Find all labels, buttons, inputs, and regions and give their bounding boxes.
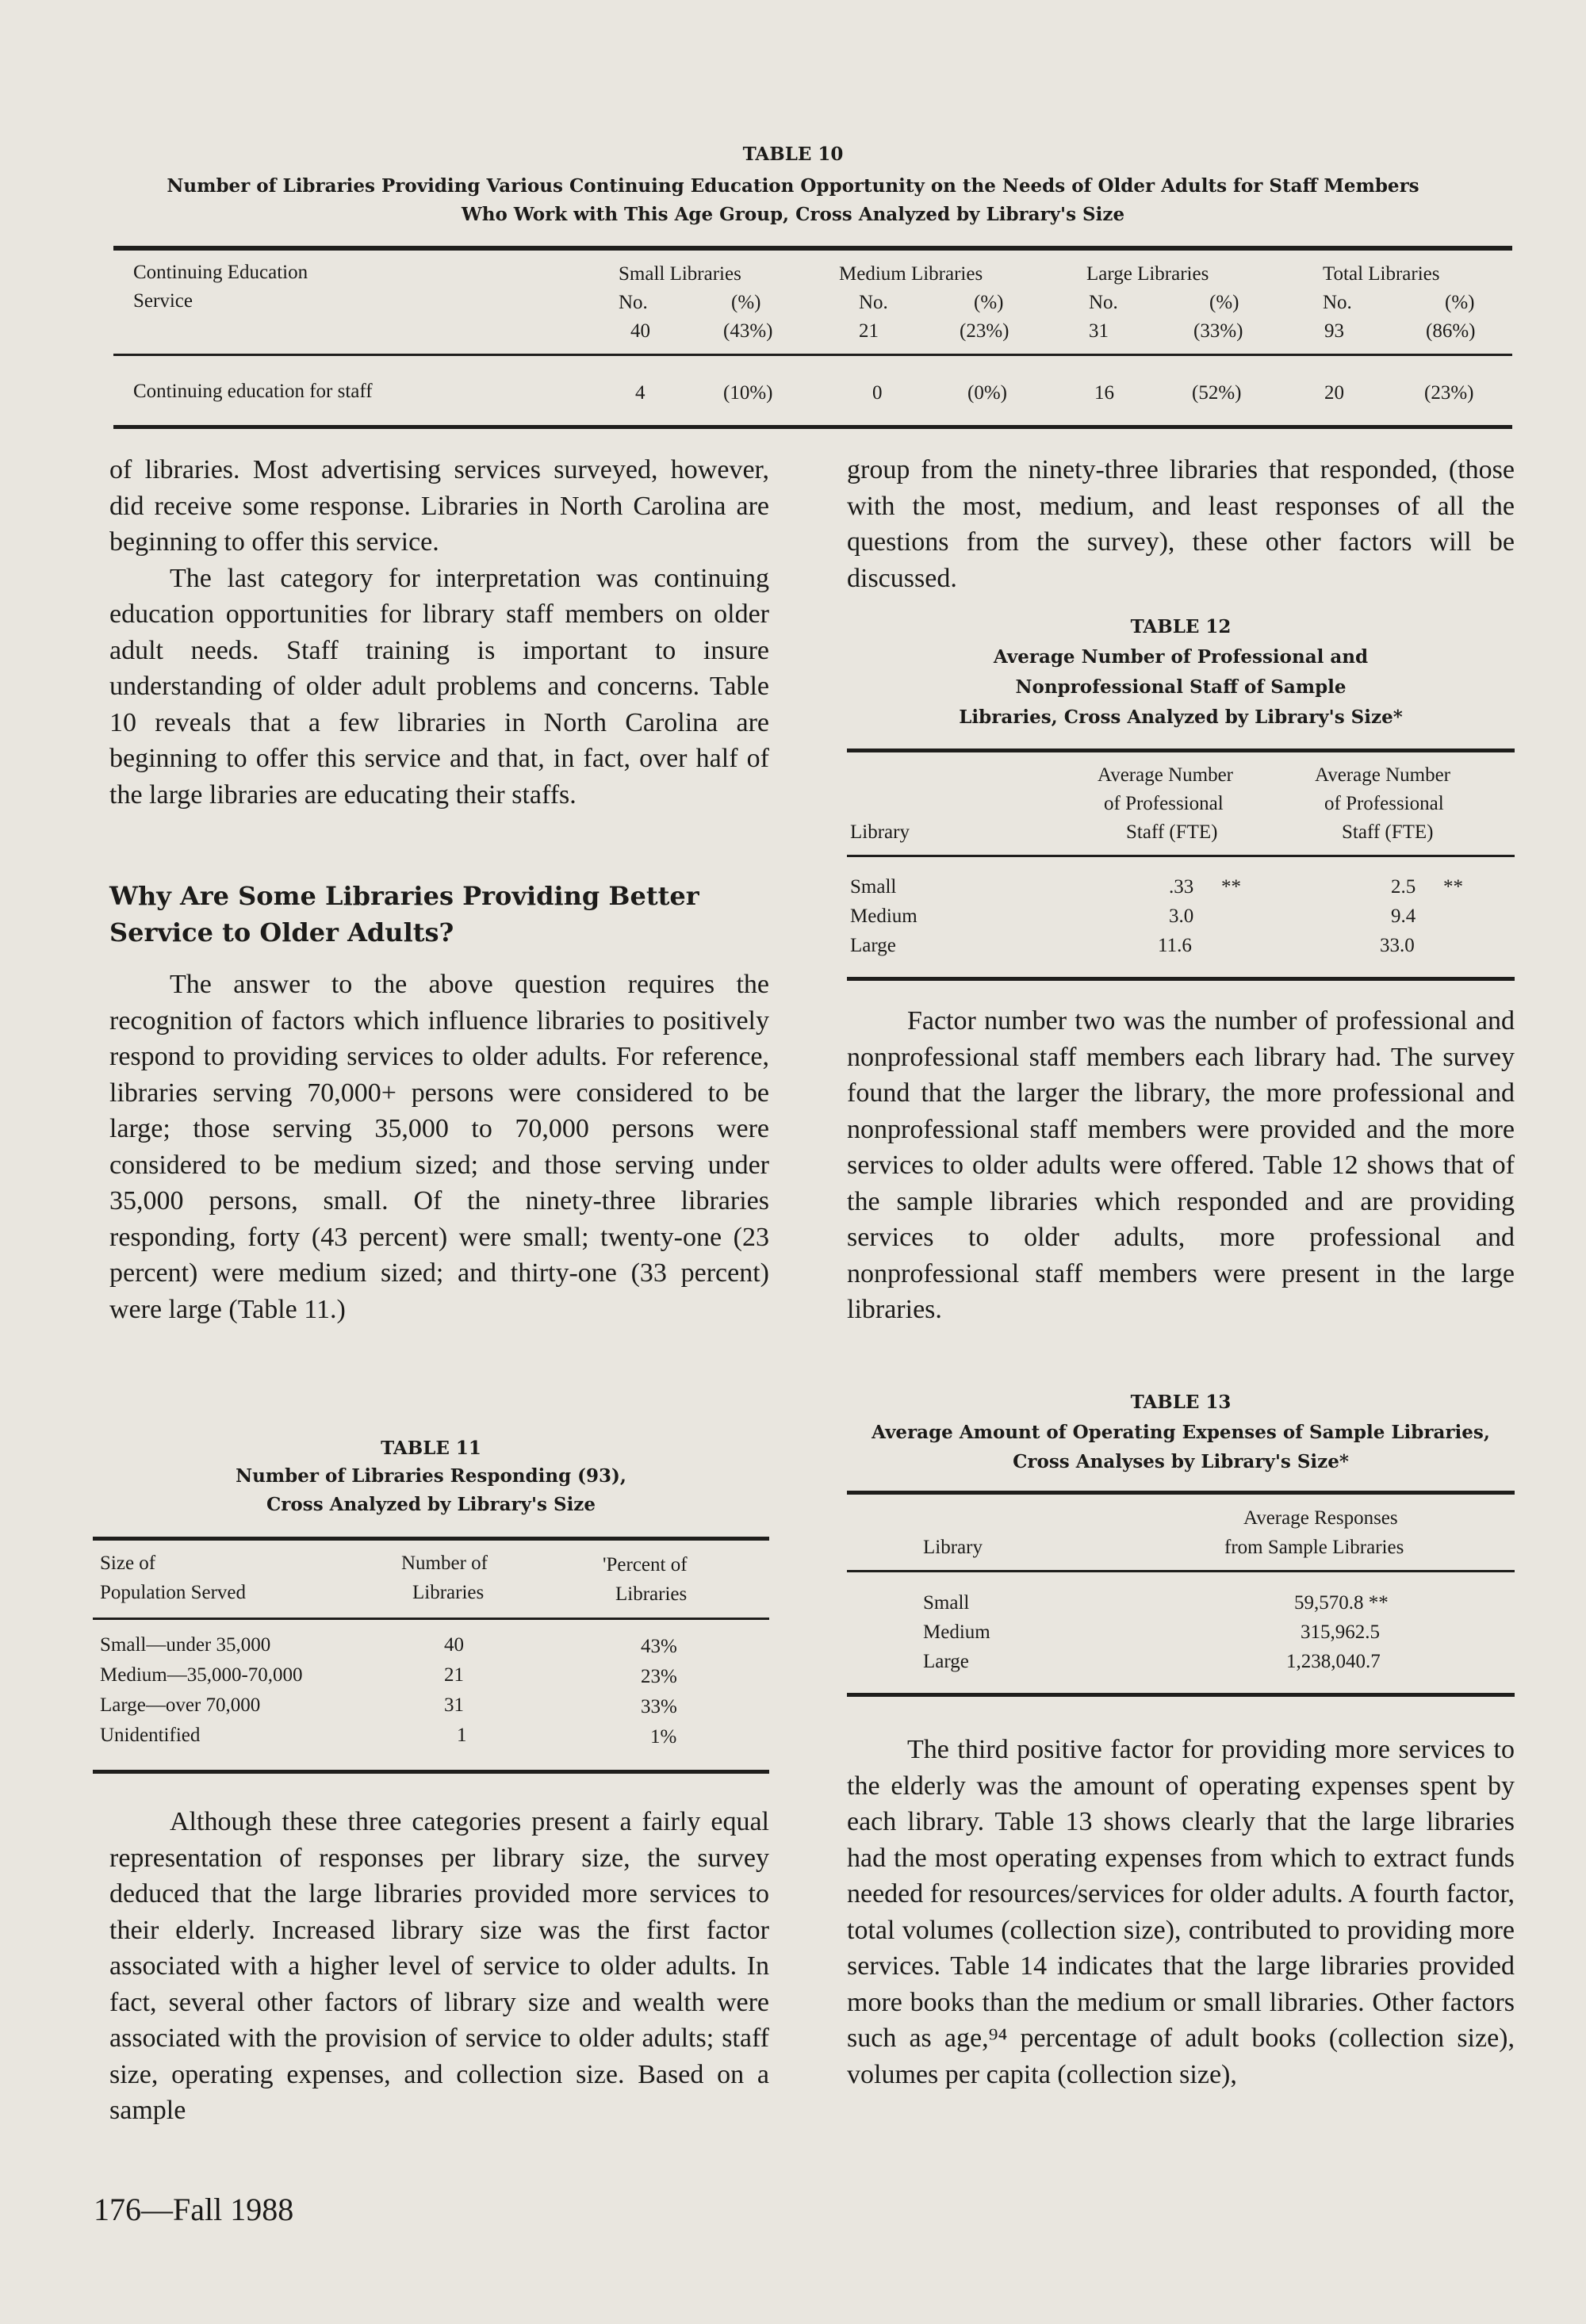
table12-h-nonprof-3: Staff (FTE) bbox=[1342, 821, 1434, 843]
table12-h-library: Library bbox=[850, 821, 910, 843]
table11-h-number-2: Libraries bbox=[412, 1582, 485, 1603]
table12-row-medium-prof: 3.0 bbox=[1169, 905, 1194, 927]
table13-row-medium-lib: Medium bbox=[923, 1621, 990, 1643]
table10-total-pct-label: (%) bbox=[1445, 292, 1475, 313]
table11-mid-rule bbox=[93, 1618, 769, 1620]
table10-large-pct-label: (%) bbox=[1209, 292, 1239, 313]
table12-row-small-lib: Small bbox=[850, 876, 897, 898]
table10-bottom-rule bbox=[113, 425, 1512, 429]
table10-total-no-label: No. bbox=[1323, 292, 1352, 313]
table10-row-label: Continuing education for staff bbox=[133, 381, 373, 402]
table11-h-size-1: Size of bbox=[100, 1553, 156, 1574]
table11-h-percent-2: Libraries bbox=[615, 1583, 688, 1605]
table12-title-line2: Nonprofessional Staff of Sample bbox=[1015, 676, 1347, 698]
table12-row-small-prof: .33 bbox=[1169, 876, 1194, 898]
table12-top-rule bbox=[847, 749, 1515, 752]
table12-row-large-prof: 11.6 bbox=[1158, 935, 1192, 956]
table11-row-medium-size: Medium—35,000-70,000 bbox=[100, 1664, 303, 1686]
right-paragraph-3: The third positive factor for providing more services to the elderly was the amount of operating expenses spent by each library. Table 13 shows clearly that the large libraries had the most operating expenses from which to extract funds needed for resources/services for older adults. A fourth factor, total volumes (collection size), contributed to providing more services. Table 14 indicates that the large libraries provided more books than the medium or small libraries. Other factors such as age,⁹⁴ percentage of adult books (collection size), volumes per capita (collection size), bbox=[847, 1735, 1515, 2089]
table13-row-large-val: 1,238,040.7 bbox=[1286, 1651, 1381, 1672]
right-paragraph-2: Factor number two was the number of professional and nonprofessional staff members each library had. The survey found that the larger the library, the more professional and nonprofessional staff members were provided and the more services to older adults were offered. Table 12 shows that of the sample libraries which responded and are providing services to older adults, more professional and nonprofessional staff members were present in the large libraries. bbox=[847, 1006, 1515, 1324]
table11-row-medium-pct: 23% bbox=[641, 1666, 677, 1687]
table10-row-small-no: 4 bbox=[635, 382, 646, 404]
table13-label: TABLE 13 bbox=[1130, 1392, 1232, 1413]
table11-row-small-num: 40 bbox=[444, 1634, 464, 1656]
table11-h-size-2: Population Served bbox=[100, 1582, 247, 1603]
table12-row-medium-nonprof: 9.4 bbox=[1391, 905, 1416, 927]
table10-group-total: Total Libraries bbox=[1323, 263, 1440, 285]
table13-row-large-lib: Large bbox=[923, 1651, 969, 1672]
table10-col-service-2: Service bbox=[133, 290, 193, 312]
left-paragraph-4: Although these three categories present a fairly equal representation of responses per library size, the survey deduced that the large libraries provided more services to their elderly. Increased library size was the first factor associated with a higher level of service to older adults. In fact, several other factors of library size and wealth were associated with the provision of service to older adults; staff size, operating expenses, and collection size. Based on a sample bbox=[109, 1807, 769, 2125]
table10-col-service-1: Continuing Education bbox=[133, 262, 308, 283]
table13-top-rule bbox=[847, 1491, 1515, 1495]
right-column-top bbox=[847, 452, 1515, 596]
table12-h-prof-2: of Professional bbox=[1104, 793, 1224, 814]
table13-row-small-val: 59,570.8 ** bbox=[1294, 1592, 1389, 1614]
table10-group-medium: Medium Libraries bbox=[839, 263, 983, 285]
right-paragraph-1: group from the ninety-three libraries that responded, (those with the most, medium, and least responses of all the questions from the survey), these other factors will be discussed. bbox=[847, 455, 1515, 593]
table13-title-line1: Average Amount of Operating Expenses of Sample Libraries, bbox=[872, 1422, 1490, 1443]
table12-row-small-nonprof-mark: ** bbox=[1443, 876, 1463, 898]
table11-row-small-pct: 43% bbox=[641, 1636, 677, 1657]
table10-large-no-label: No. bbox=[1089, 292, 1118, 313]
table12-bottom-rule bbox=[847, 977, 1515, 981]
section-heading-line2: Service to Older Adults? bbox=[109, 917, 454, 948]
table13-h-library: Library bbox=[923, 1537, 983, 1558]
table10-row-small-pct: (10%) bbox=[723, 382, 773, 404]
table10-mid-rule bbox=[113, 354, 1512, 356]
table12-row-small-prof-mark: ** bbox=[1221, 876, 1241, 898]
left-column-mid bbox=[109, 967, 769, 1327]
table11-row-medium-num: 21 bbox=[444, 1664, 464, 1686]
table12-label: TABLE 12 bbox=[1130, 616, 1232, 637]
table11-h-percent-1: 'Percent of bbox=[603, 1554, 688, 1575]
table10-row-total-no: 20 bbox=[1324, 382, 1344, 404]
left-paragraph-3: The answer to the above question requires the recognition of factors which influence libraries to positively respond to providing services to older adults. For reference, libraries serving 70,000+ persons were considered to be large; those serving 35,000 to 70,000 persons were considered to be medium sized; and those serving under 35,000 persons, small. Of the ninety-three libraries responding, forty (43 percent) were small; twenty-one (23 percent) were medium sized; and thirty-one (33 percent) were large (Table 11.) bbox=[109, 970, 769, 1324]
table10-row-large-no: 16 bbox=[1094, 382, 1114, 404]
table11-row-large-num: 31 bbox=[444, 1694, 464, 1716]
table11-h-number-1: Number of bbox=[401, 1553, 488, 1574]
table12-title-line1: Average Number of Professional and bbox=[993, 646, 1369, 668]
table10-top-rule bbox=[113, 246, 1512, 251]
right-column-bottom bbox=[847, 1732, 1515, 2092]
table12-row-large-nonprof: 33.0 bbox=[1380, 935, 1415, 956]
table13-title-line2: Cross Analyses by Library's Size* bbox=[1013, 1451, 1349, 1472]
left-paragraph-1: of libraries. Most advertising services surveyed, however, did receive some response. Libraries in North Carolina are beginning to offer this service. bbox=[109, 455, 769, 557]
table12-row-large-lib: Large bbox=[850, 935, 896, 956]
table13-row-medium-val: 315,962.5 bbox=[1301, 1621, 1380, 1643]
table11-row-large-pct: 33% bbox=[641, 1696, 677, 1717]
left-column-bottom bbox=[109, 1804, 769, 2129]
table10-row-large-pct: (52%) bbox=[1192, 382, 1242, 404]
table10-group-large: Large Libraries bbox=[1086, 263, 1209, 285]
table10-large-pct: (33%) bbox=[1193, 320, 1243, 342]
table10-total-no: 93 bbox=[1324, 320, 1344, 342]
table10-medium-pct-label: (%) bbox=[974, 292, 1004, 313]
table12-row-medium-lib: Medium bbox=[850, 905, 918, 927]
table10-title-line1: Number of Libraries Providing Various Continuing Education Opportunity on the Needs of Older Adults for Staff Members bbox=[167, 175, 1419, 197]
table10-total-pct: (86%) bbox=[1426, 320, 1476, 342]
table11-row-unidentified-pct: 1% bbox=[650, 1726, 677, 1748]
table10-label: TABLE 10 bbox=[742, 144, 844, 165]
table10-row-total-pct: (23%) bbox=[1424, 382, 1474, 404]
table10-small-pct-label: (%) bbox=[731, 292, 761, 313]
table10-small-no: 40 bbox=[630, 320, 650, 342]
table12-mid-rule bbox=[847, 855, 1515, 857]
left-paragraph-2: The last category for interpretation was continuing education opportunities for library staff members on older adult needs. Staff training is important to insure understanding of older adult problems and concerns. Table 10 reveals that a few libraries in North Carolina are beginning to offer this service and that, in fact, over half of the large libraries are educating their staffs. bbox=[109, 563, 769, 810]
table10-row-medium-pct: (0%) bbox=[967, 382, 1007, 404]
table12-row-small-nonprof: 2.5 bbox=[1391, 876, 1416, 898]
table10-medium-no: 21 bbox=[859, 320, 879, 342]
table11-title-line1: Number of Libraries Responding (93), bbox=[236, 1465, 626, 1487]
table10-medium-pct: (23%) bbox=[960, 320, 1009, 342]
table11-row-small-size: Small—under 35,000 bbox=[100, 1634, 271, 1656]
table11-bottom-rule bbox=[93, 1770, 769, 1774]
table10-small-pct: (43%) bbox=[723, 320, 773, 342]
table11-row-unidentified-num: 1 bbox=[457, 1725, 467, 1746]
table10-row-medium-no: 0 bbox=[872, 382, 883, 404]
table10-title-line2: Who Work with This Age Group, Cross Analyzed by Library's Size bbox=[461, 204, 1125, 225]
table13-mid-rule bbox=[847, 1570, 1515, 1572]
table11-label: TABLE 11 bbox=[381, 1438, 481, 1459]
table12-h-prof-3: Staff (FTE) bbox=[1126, 821, 1218, 843]
page-footer: 176—Fall 1988 bbox=[94, 2192, 294, 2227]
table11-top-rule bbox=[93, 1537, 769, 1541]
left-column-top bbox=[109, 452, 769, 813]
right-column-mid bbox=[847, 1003, 1515, 1328]
table13-h-avg-2: from Sample Libraries bbox=[1224, 1537, 1404, 1558]
table10-medium-no-label: No. bbox=[859, 292, 888, 313]
section-heading-line1: Why Are Some Libraries Providing Better bbox=[109, 881, 699, 911]
table13-row-small-lib: Small bbox=[923, 1592, 970, 1614]
table12-h-prof-1: Average Number bbox=[1098, 764, 1233, 786]
table12-title-line3: Libraries, Cross Analyzed by Library's Size* bbox=[959, 706, 1403, 728]
table11-row-unidentified-size: Unidentified bbox=[100, 1725, 201, 1746]
table13-h-avg-1: Average Responses bbox=[1243, 1507, 1398, 1529]
table12-h-nonprof-2: of Professional bbox=[1324, 793, 1444, 814]
table10-small-no-label: No. bbox=[619, 292, 648, 313]
table12-h-nonprof-1: Average Number bbox=[1315, 764, 1450, 786]
table11-title-line2: Cross Analyzed by Library's Size bbox=[266, 1494, 596, 1515]
table13-bottom-rule bbox=[847, 1693, 1515, 1697]
table10-large-no: 31 bbox=[1089, 320, 1109, 342]
table10-group-small: Small Libraries bbox=[619, 263, 741, 285]
table11-row-large-size: Large—over 70,000 bbox=[100, 1694, 261, 1716]
